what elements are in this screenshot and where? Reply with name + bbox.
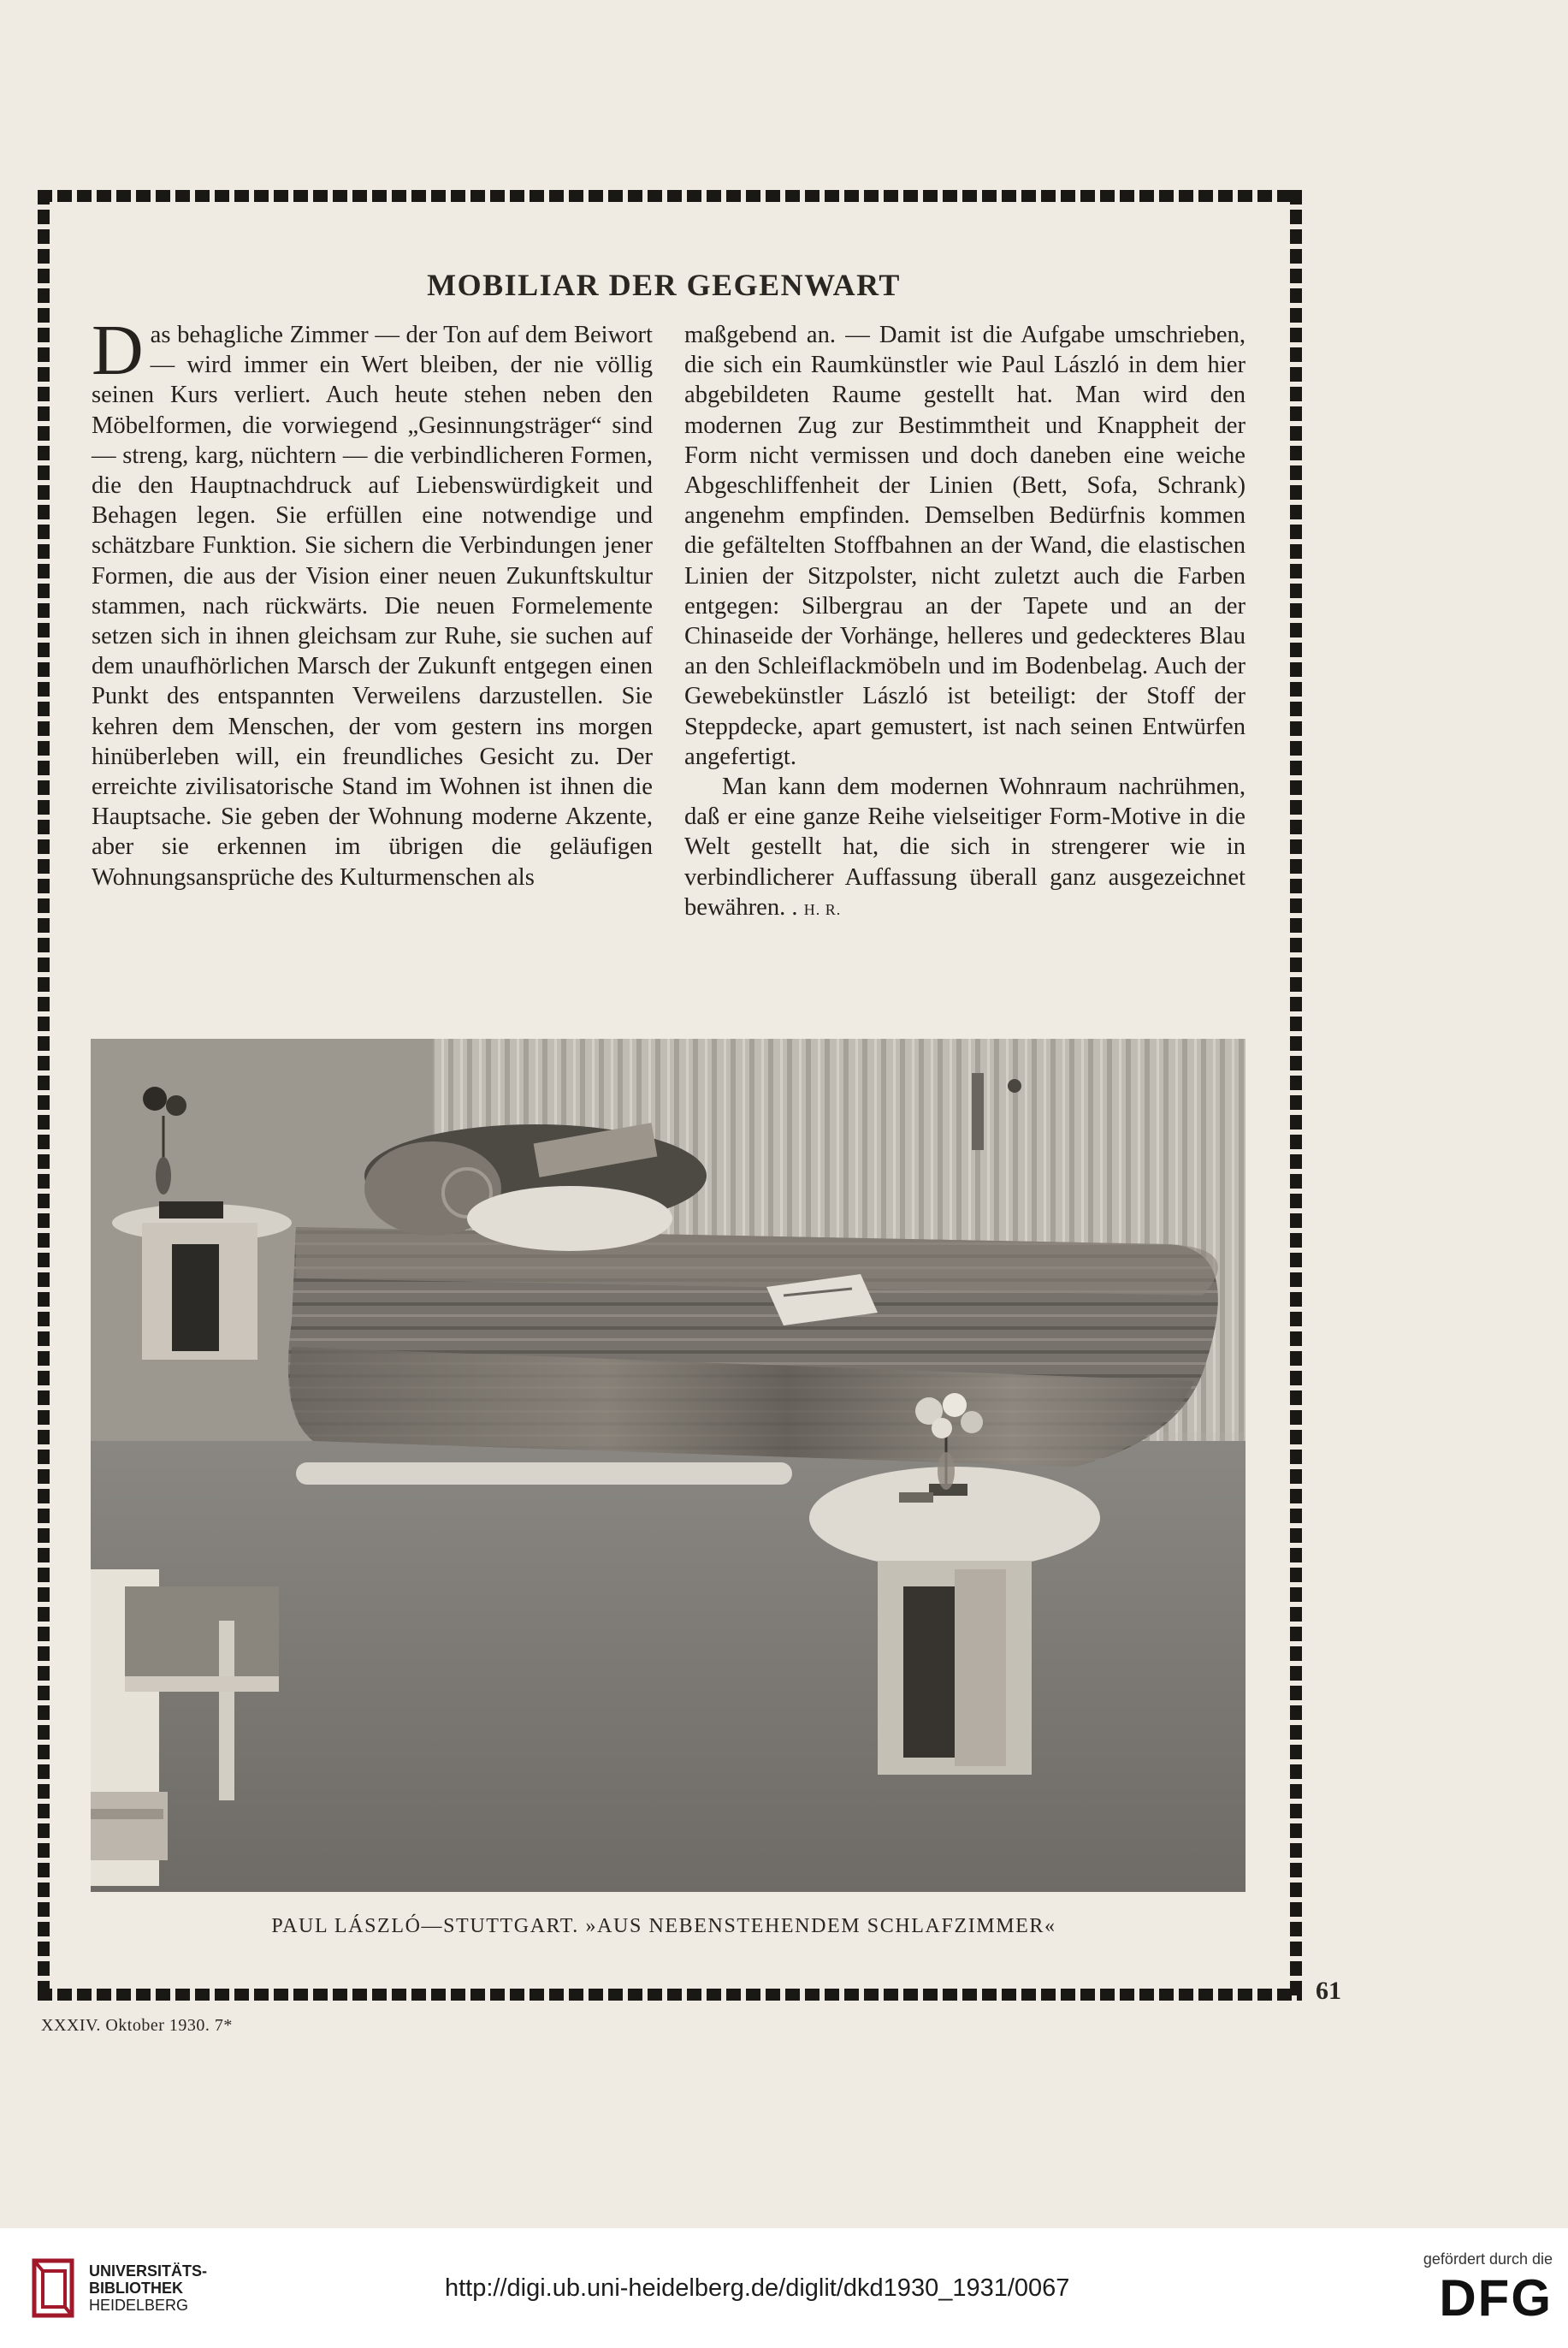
- left-text-column: [92, 311, 653, 892]
- library-line-3: HEIDELBERG: [89, 2297, 189, 2314]
- author-signature: H. R.: [803, 900, 842, 918]
- ub-heidelberg-logo-icon[interactable]: [29, 2254, 79, 2322]
- left-paragraph: [92, 311, 653, 892]
- source-url-link[interactable]: http://digi.ub.uni-heidelberg.de/diglit/dkd1930_1931/0067: [445, 2274, 1070, 2302]
- left-paragraph-text: as behagliche Zimmer — der Ton auf dem Beiwort — wird immer ein Wert bleiben, der nie völlig seinen Kurs verliert. Auch heute stehen neben den Möbelformen, die vorwiegend „Gesinnungsträger“ sind — streng, karg, nüchtern — die verbindlicheren Formen, die den Hauptnachdruck auf Liebenswürdigkeit und Behagen legen. Sie erfüllen eine notwendige und schätzbare Funktion. Sie sichern die Verbindungen jener Formen, die aus der Vision einer neuen Zukunftskultur stammen, nach rückwärts. Die neuen Formelemente setzen sich in ihnen gleichsam zur Ruhe, sie suchen auf dem unaufhörlichen Marsch der Zukunft entgegen einen Punkt des entspannten Verweilens darzustellen. Sie kehren dem Menschen, der vom gestern ins morgen hinüberleben will, ein freundliches Gesicht zu. Der erreichte zivilisatorische Stand im Wohnen ist ihnen die Hauptsache. Sie geben der Wohnung moderne Akzente, aber sie erkennen im übrigen die geläufigen Wohnungsansprüche des Kulturmenschen als: [92, 322, 653, 891]
- library-line-2: BIBLIOTHEK: [89, 2280, 183, 2297]
- dfg-logo[interactable]: DFG: [1439, 2269, 1553, 2327]
- right-paragraph-1: maßgebend an. — Damit ist die Aufgabe umschrieben, die sich ein Raumkünstler wie Paul László in dem hier abgebildeten Raume gestellt hat. Man wird den modernen Zug zur Bestimmtheit und Knappheit der Form nicht vermissen und doch daneben eine weiche Abgeschliffenheit der Linien (Bett, Sofa, Schrank) angenehm empfinden. Demselben Bedürfnis kommen die gefältelten Stoffbahnen an der Wand, die elastischen Linien der Sitzpolster, nicht zuletzt auch die Farben entgegen: Silbergrau an der Tapete und an der Chinaseide der Vorhänge, helleres und gedeckteres Blau an den Schleiflackmöbeln und im Bodenbelag. Auch der Gewebekünstler László ist beteiligt: der Stoff der Steppdecke, apart gemustert, ist nach seinen Entwürfen angefertigt.: [684, 322, 1246, 770]
- issue-line: XXXIV. Oktober 1930. 7*: [41, 2016, 233, 2035]
- photo-caption: PAUL LÁSZLÓ—STUTTGART. »AUS NEBENSTEHENDEM SCHLAFZIMMER«: [271, 1915, 1056, 1937]
- right-paragraph-2: [684, 772, 1246, 925]
- right-paragraph-2-text: Man kann dem modernen Wohnraum nachrühmen, daß er eine ganze Reihe vielseitiger Form-Motive in die Welt gestellt hat, die sich in strengerer wie in verbindlicherer Auffassung überall ganz ausgezeichnet bewähren. .: [684, 774, 1246, 921]
- right-text-column: [684, 320, 1246, 925]
- bedroom-daybed-photo: [91, 1039, 1246, 1892]
- decorative-border-right: [1290, 190, 1302, 2001]
- footer-bar: [0, 2228, 1568, 2348]
- funder-block: [1390, 2250, 1553, 2328]
- library-name[interactable]: [89, 2262, 207, 2314]
- article-title: MOBILIAR DER GEGENWART: [427, 268, 901, 302]
- dropcap-letter: D: [92, 311, 144, 390]
- decorative-border-bottom: [38, 1989, 1302, 2001]
- page-number: 61: [1316, 1977, 1341, 2005]
- decorative-border-top: [38, 190, 1302, 202]
- library-line-1: UNIVERSITÄTS-: [89, 2262, 208, 2280]
- funding-text: gefördert durch die: [1423, 2250, 1553, 2268]
- decorative-border-left: [38, 190, 50, 2001]
